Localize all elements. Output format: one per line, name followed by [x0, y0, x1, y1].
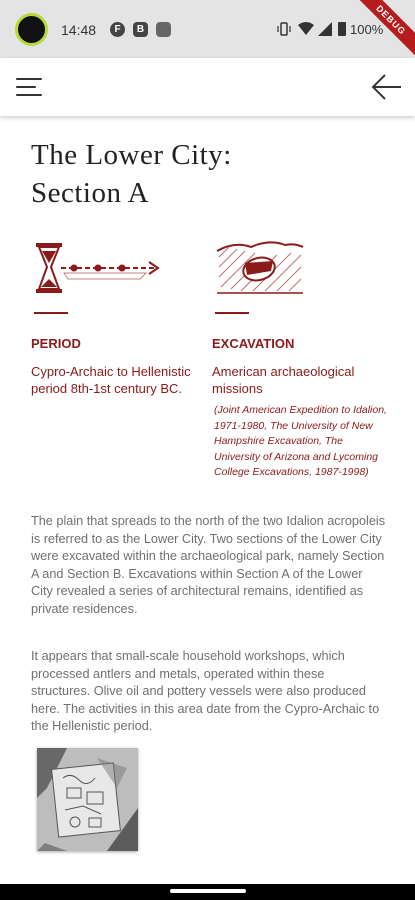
notification-f-icon: F: [110, 22, 125, 37]
camera-cutout: [15, 13, 48, 46]
battery-icon: [338, 22, 346, 36]
page-title: [31, 136, 232, 212]
debug-banner: DEBUG: [350, 0, 415, 61]
app-bar: [0, 58, 415, 116]
period-heading: PERIOD: [31, 336, 81, 351]
body-paragraph-1: The plain that spreads to the north of the two Idalion acropoleis is referred to as the Lower City. Two sections of the Lower City were excavated within the archaeological park, namely Section A and Section B. Excavations within Section A of the Lower City revealed a series of architectural remains, identified as private residences.: [31, 514, 386, 616]
page-title-line1: The Lower City:: [31, 139, 232, 171]
site-photo-image: [37, 748, 138, 851]
vibrate-icon: [277, 22, 291, 36]
battery-percent: 100%: [350, 22, 384, 37]
notification-b-icon: B: [133, 22, 148, 37]
status-time: 14:48: [61, 22, 97, 38]
status-bar: [0, 0, 415, 58]
signal-icon: [318, 22, 332, 36]
page-title-line2: Section A: [31, 177, 150, 209]
excavation-note: (Joint American Expedition to Idalion, 1971-1980, The University of New Hampshire Excavation, The University of Arizona and Lycoming College Excavations, 1987-1998): [214, 404, 387, 478]
body-paragraph-2: It appears that small-scale household workshops, which processed antlers and metals, operated within these structures. Olive oil and pottery vessels were also produced here. The activities in this area date from the Cypro-Archaic to the Hellenistic period.: [31, 649, 380, 733]
hourglass-timeline-icon: [36, 243, 162, 293]
excavation-divider: [215, 312, 249, 314]
period-divider: [34, 312, 68, 314]
gallery-icon: [156, 22, 171, 37]
period-text: Cypro-Archaic to Hellenistic period 8th-1st century BC.: [31, 364, 191, 396]
home-gesture-handle[interactable]: [170, 889, 246, 893]
excavation-pot-icon: [215, 237, 305, 295]
excavation-text: American archaeological missions: [212, 364, 355, 396]
arrow-back-icon[interactable]: [369, 70, 403, 104]
wifi-icon: [298, 22, 314, 36]
excavation-heading: EXCAVATION: [212, 336, 295, 351]
site-photo-thumbnail[interactable]: [37, 748, 138, 851]
menu-button[interactable]: [14, 71, 46, 103]
